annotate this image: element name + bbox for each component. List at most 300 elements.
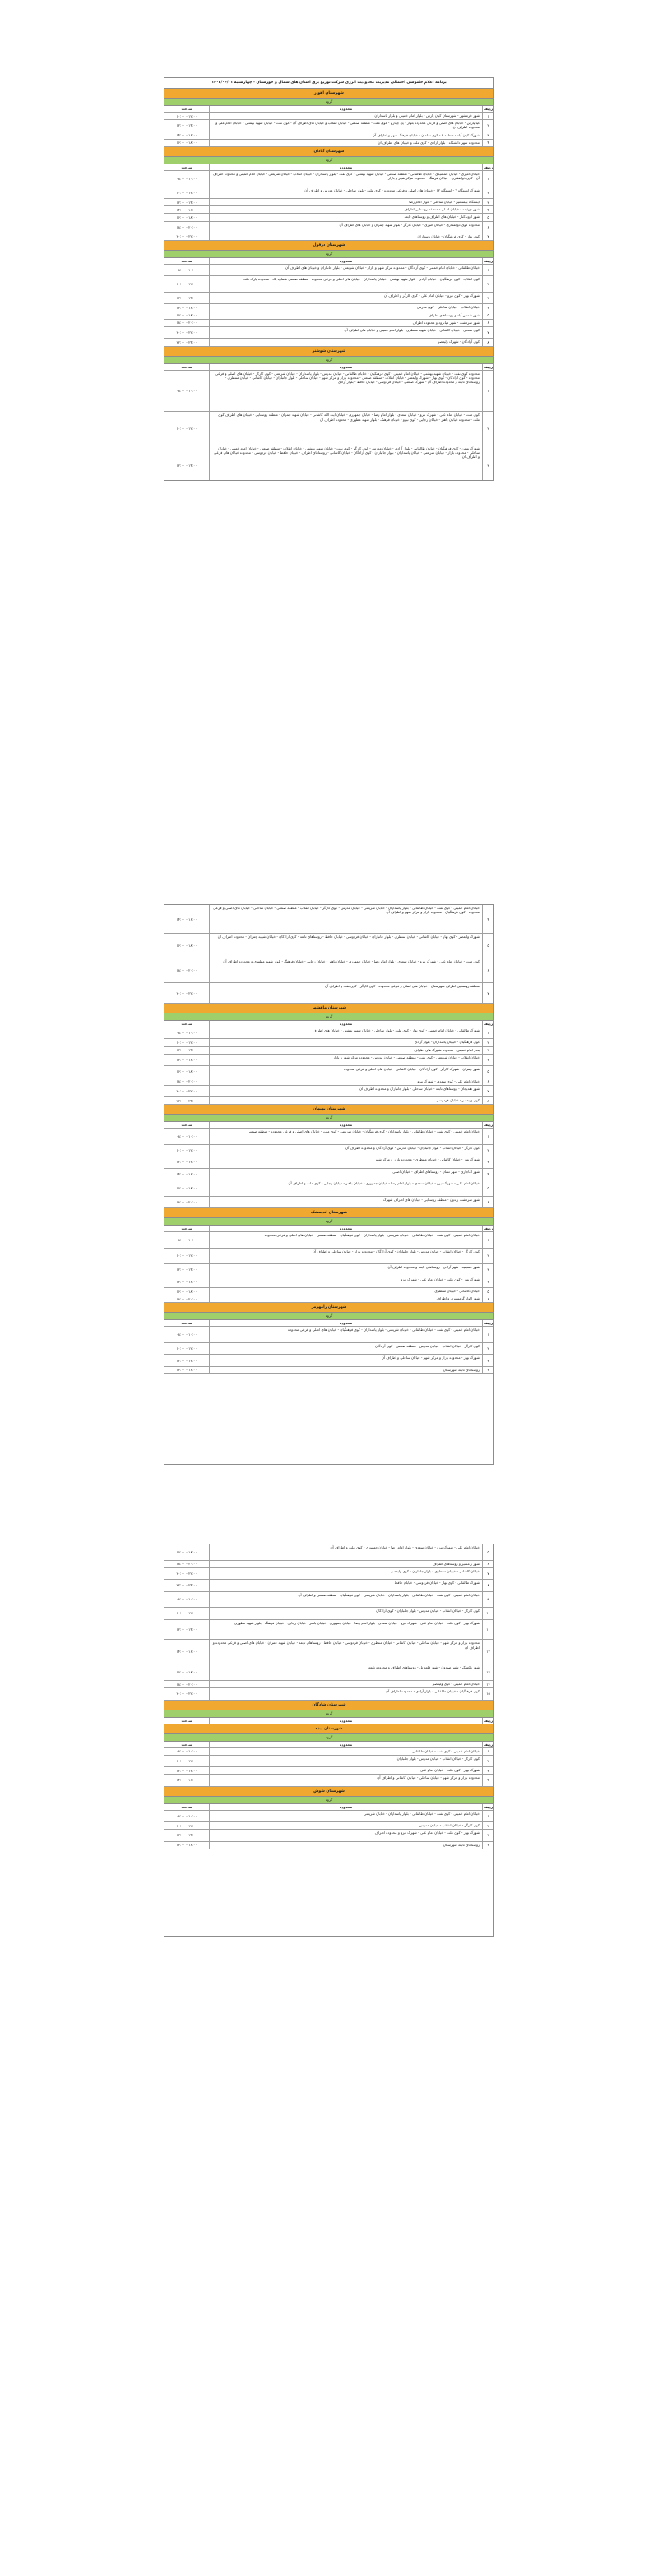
row-number: ۱ xyxy=(482,1129,494,1144)
table-row xyxy=(164,1295,494,1303)
row-number: ۱۳ xyxy=(482,1664,494,1680)
row-area-description: منطقه روستایی اطراف شهرستان - خیابان های اصلی و فرعی محدوده - کوی کارگر - کوی نفت و اطراف آن xyxy=(324,984,480,989)
row-time-range: ۰۸:۰۰ - ۱۰:۰۰ xyxy=(164,1748,210,1755)
row-number: ۱ xyxy=(482,1327,494,1342)
table-row xyxy=(164,312,494,320)
row-time-range: ۲۲:۰۰ - ۲۴:۰۰ xyxy=(164,1097,210,1104)
table-row xyxy=(164,1355,494,1366)
row-time-range: ۱۴:۰۰ - ۱۶:۰۰ xyxy=(164,1276,210,1287)
row-number: ۲ xyxy=(482,1822,494,1829)
table-row xyxy=(164,412,494,445)
row-number: ۳ xyxy=(482,199,494,205)
header-desc-cell: محدوده xyxy=(339,1718,353,1723)
row-area-description: شهر الوار گرمسیری و اطراف xyxy=(436,1296,480,1301)
row-time-range: ۲۰:۰۰ - ۲۲:۰۰ xyxy=(164,233,210,240)
row-number: ۳ xyxy=(482,1156,494,1167)
row-time-range: ۲۰:۰۰ - ۲۲:۰۰ xyxy=(164,983,210,1003)
header-num-cell: ردیف xyxy=(483,1742,494,1747)
row-number: ۶ xyxy=(482,958,494,982)
row-number: ۷ xyxy=(482,1086,494,1096)
row-area-description: محدوده کوی ذوالفقاری - خیابان امیری - خیابان کارگر - بلوار شهید چمران و خیابان های اطراف آن xyxy=(339,222,480,227)
row-number: ۲ xyxy=(482,1249,494,1264)
row-area-description: شهر اروندکنار - خیابان های اطراف و روستاهای تابعه xyxy=(404,215,480,219)
row-time-range: ۰۸:۰۰ - ۱۰:۰۰ xyxy=(164,1129,210,1144)
row-number: ۴ xyxy=(482,1055,494,1065)
table-row xyxy=(164,132,494,140)
row-area-description: کوی کارگر - خیابان انقلاب - خیابان مدرس - منطقه صنعتی - کوی آزادگان xyxy=(374,1343,480,1348)
section-title: شهرستان اندیمشک xyxy=(164,1208,494,1218)
table-row xyxy=(164,304,494,312)
section-subtitle: گروه xyxy=(164,1313,494,1320)
row-time-range: ۱۰:۰۰ - ۱۲:۰۰ xyxy=(164,1822,210,1829)
header-desc-cell: محدوده xyxy=(339,1021,353,1026)
header-desc-cell: محدوده xyxy=(339,1804,353,1809)
row-area-description: خیابان انقلاب - خیابان شریعتی - کوی نفت - منطقه صنعتی - خیابان مدرس - محدوده مرکز شهر و بازار xyxy=(332,1055,480,1059)
header-time-cell: ساعت xyxy=(164,1742,210,1747)
row-area-description: محدوده بازار و مرکز شهر - خیابان ساحلی - خیابان کاشانی و اطراف آن xyxy=(377,1775,480,1780)
row-time-range: ۱۴:۰۰ - ۱۶:۰۰ xyxy=(164,304,210,311)
schedule-page-3 xyxy=(164,1544,494,1937)
row-area-description: خیابان انقلاب - خیابان ساحلی - کوی مدرس xyxy=(417,305,480,310)
row-time-range: ۱۸:۰۰ - ۲۰:۰۰ xyxy=(164,1561,210,1567)
row-time-range: ۱۸:۰۰ - ۲۰:۰۰ xyxy=(164,1078,210,1085)
section-subtitle: گروه xyxy=(164,1734,494,1742)
row-number: ۱۵ xyxy=(482,1688,494,1699)
row-area-description: شهر سردشت - شهر میانرود و محدوده اطراف xyxy=(412,320,480,325)
row-area-description: شهرک بهار - کوی ملت - خیابان امام علی - شهرک نیرو و محدوده اطراف xyxy=(374,1830,480,1835)
table-header-row xyxy=(164,364,494,371)
row-number: ۳ xyxy=(482,1047,494,1054)
header-num-cell: ردیف xyxy=(483,164,494,169)
header-time-cell: ساعت xyxy=(164,1804,210,1810)
header-num-cell: ردیف xyxy=(483,1021,494,1026)
header-desc-cell: محدوده xyxy=(339,1226,353,1231)
header-desc-cell: محدوده xyxy=(339,107,353,111)
row-number: ۲ xyxy=(482,1756,494,1766)
table-row xyxy=(164,1767,494,1775)
table-row xyxy=(164,1078,494,1086)
row-time-range: ۰۸:۰۰ - ۱۰:۰۰ xyxy=(164,171,210,187)
table-row xyxy=(164,1367,494,1374)
row-number: ۲ xyxy=(482,1039,494,1046)
row-number: ۴ xyxy=(482,140,494,146)
row-time-range: ۲۰:۰۰ - ۲۲:۰۰ xyxy=(164,327,210,338)
table-row xyxy=(164,1086,494,1097)
table-row xyxy=(164,1180,494,1197)
row-number: ۳ xyxy=(482,293,494,303)
table-row xyxy=(164,293,494,304)
table-row xyxy=(164,1232,494,1249)
table-row xyxy=(164,206,494,214)
row-number: ۲ xyxy=(482,276,494,292)
row-number: ۱ xyxy=(482,265,494,275)
row-number: ۱ xyxy=(482,1748,494,1755)
row-time-range: ۱۸:۰۰ - ۲۰:۰۰ xyxy=(164,1197,210,1207)
header-time-cell: ساعت xyxy=(164,106,210,112)
table-row xyxy=(164,113,494,120)
row-area-description: شهر شمس آباد و روستاهای اطراف xyxy=(428,312,480,317)
row-time-range: ۱۶:۰۰ - ۱۸:۰۰ xyxy=(164,1066,210,1077)
row-number: ۹ xyxy=(482,1592,494,1608)
header-num-cell: ردیف xyxy=(483,364,494,369)
header-num-cell: ردیف xyxy=(483,1226,494,1231)
table-row xyxy=(164,265,494,276)
section-subtitle: گروه xyxy=(164,1710,494,1718)
row-time-range: ۱۴:۰۰ - ۱۶:۰۰ xyxy=(164,905,210,933)
row-area-description: شهرک بهار - کوی نیرو - خیابان امام علی - کوی کارگر و اطراف آن xyxy=(383,293,480,298)
section-title: شهرستان بهبهان xyxy=(164,1105,494,1115)
row-number: ۱۱ xyxy=(482,1620,494,1640)
header-desc-cell: محدوده xyxy=(339,1123,353,1128)
table-row xyxy=(164,1561,494,1568)
row-area-description: شهر سردشت زیدون - منطقه روستایی - خیابان های اطراف شهرک xyxy=(382,1197,480,1202)
table-header-row xyxy=(164,1226,494,1232)
table-row xyxy=(164,1039,494,1046)
table-row xyxy=(164,1640,494,1664)
row-time-range: ۱۶:۰۰ - ۱۸:۰۰ xyxy=(164,1288,210,1295)
row-time-range: ۱۲:۰۰ - ۱۴:۰۰ xyxy=(164,120,210,131)
section-subtitle: گروه xyxy=(164,99,494,106)
row-number: ۲ xyxy=(482,187,494,198)
table-row xyxy=(164,1276,494,1288)
row-area-description: شهر آغاجاری - شهر تشان - روستاهای اطراف - خیابان اصلی xyxy=(392,1169,480,1174)
row-area-description: خیابان طالقانی - خیابان امام خمینی - کوی آزادگان - محدوده مرکز شهر و بازار - خیابان شریعتی - بلوار جانبازان و خیابان های اطراف آن xyxy=(285,265,480,270)
row-area-description: خیابان امام خمینی - کوی نفت - خیابان طالقانی - بلوار پاسداران - خیابان شریعتی xyxy=(364,1811,480,1816)
row-area-description: شهرک کیان آباد - منطقه ۸ - کوی سلمان - خیابان فرهنگ شهر و اطراف آن xyxy=(372,132,480,137)
row-number: ۲ xyxy=(482,412,494,444)
header-num-cell: ردیف xyxy=(483,1718,494,1723)
table-row xyxy=(164,276,494,293)
table-row xyxy=(164,214,494,221)
section-title: شهرستان شوش xyxy=(164,1787,494,1797)
row-time-range: ۱۴:۰۰ - ۱۶:۰۰ xyxy=(164,1055,210,1065)
header-desc-cell: محدوده xyxy=(339,364,353,369)
row-area-description: خیابان امام علی - کوی سعدی - شهرک نیرو xyxy=(417,1078,480,1083)
table-header-row xyxy=(164,1320,494,1327)
table-row xyxy=(164,327,494,339)
row-area-description: شهرک بهمن - کوی فرهنگیان - خیابان طالقانی - بلوار آزادی - خیابان مدرس - کوی کارگر - کوی نفت - خیابان شهید بهشتی - خیابان انقلاب - منطقه صنعتی - خیابان امام خمینی - خیابان ساحلی - محدوده بازار - خیابان شریعتی - خیابان پاسداران - بلوار جانبازان - کوی آزادگان - خیابان کاشانی - روستاهای اطراف - خیابان حافظ - خیابان فردوسی - محدوده خیابان های فرعی و اطراف آن xyxy=(214,445,480,459)
row-time-range: ۱۰:۰۰ - ۱۲:۰۰ xyxy=(164,1608,210,1618)
row-time-range: ۱۶:۰۰ - ۱۸:۰۰ xyxy=(164,1664,210,1680)
table-header-row xyxy=(164,1021,494,1027)
header-time-cell: ساعت xyxy=(164,1718,210,1724)
section-title: شهرستان اهواز xyxy=(164,89,494,99)
schedule-page-1 xyxy=(164,77,494,481)
section-subtitle: گروه xyxy=(164,357,494,364)
table-row xyxy=(164,1288,494,1295)
row-area-description: شهر حسینیه - شهر آزادی - روستاهای تابعه و محدوده اطراف آن xyxy=(387,1265,480,1270)
header-time-cell: ساعت xyxy=(164,1021,210,1027)
row-number: ۱ xyxy=(482,171,494,187)
table-row xyxy=(164,187,494,199)
row-time-range: ۱۸:۰۰ - ۲۰:۰۰ xyxy=(164,222,210,233)
row-area-description: خیابان امیری - خیابان جمشیدی - خیابان طالقانی - منطقه صنعتی - خیابان شهید بهشتی - کوی نفت - بلوار پاسداران - خیابان انقلاب - خیابان شریعتی - خیابان امام خمینی و محدوده اطراف آن - کوی ذوالفقاری - خیابان فرهنگ - محدوده مرکز شهر و بازار xyxy=(213,171,480,181)
row-time-range: ۱۸:۰۰ - ۲۰:۰۰ xyxy=(164,1295,210,1302)
row-time-range: ۲۰:۰۰ - ۲۲:۰۰ xyxy=(164,1688,210,1699)
table-row xyxy=(164,1249,494,1265)
row-number: ۴ xyxy=(482,1775,494,1785)
table-row xyxy=(164,1681,494,1688)
table-row xyxy=(164,371,494,413)
row-area-description: خیابان امام علی - شهرک نیرو - خیابان سعدی - بلوار امام رضا - خیابان جمهوری - خیابان باهنر - خیابان رجایی - کوی ملت و اطراف آن xyxy=(288,1181,480,1186)
row-number: ۴ xyxy=(482,905,494,933)
row-area-description: کوی کارگر - خیابان انقلاب - بلوار جانبازان - خیابان مدرس - کوی آزادگان و محدوده اطراف آن xyxy=(345,1145,480,1150)
header-time-cell: ساعت xyxy=(164,1122,210,1128)
row-time-range: ۱۲:۰۰ - ۱۴:۰۰ xyxy=(164,293,210,303)
row-area-description: کوی کارگر - خیابان انقلاب - خیابان مدرس - بلوار جانبازان - کوی آزادگان xyxy=(376,1609,480,1613)
row-time-range: ۱۴:۰۰ - ۱۶:۰۰ xyxy=(164,1367,210,1373)
row-time-range: ۱۶:۰۰ - ۱۸:۰۰ xyxy=(164,1180,210,1196)
row-number: ۸ xyxy=(482,339,494,345)
row-time-range: ۱۰:۰۰ - ۱۲:۰۰ xyxy=(164,1756,210,1766)
section-subtitle: گروه xyxy=(164,1797,494,1804)
row-area-description: شهرک بهار - خیابان کاشانی - خیابان منتظری - محدوده بازار و مرکز شهر xyxy=(374,1157,480,1162)
header-desc-cell: محدوده xyxy=(339,259,353,264)
header-time-cell: ساعت xyxy=(164,258,210,264)
row-area-description: کیانپارس - خیابان های اصلی و فرعی محدوده بلوار - پل چهارم - کوی ملت - منطقه صنعتی - خیابان انقلاب و خیابان های اطراف آن - کوی نفت - خیابان شهید بهشتی - خیابان امام علی و محدوده اطراف آن xyxy=(215,121,480,130)
header-num-cell: ردیف xyxy=(483,1321,494,1326)
table-row xyxy=(164,1775,494,1786)
row-number: ۷ xyxy=(482,1568,494,1579)
section-subtitle: گروه xyxy=(164,1013,494,1021)
table-row xyxy=(164,1169,494,1180)
table-row xyxy=(164,171,494,187)
table-row xyxy=(164,233,494,241)
table-row xyxy=(164,905,494,934)
section-title: شهرستان شادگان xyxy=(164,1701,494,1710)
row-number: ۷ xyxy=(482,327,494,338)
row-area-description: روستاهای تابعه شهرستان xyxy=(443,1842,480,1847)
table-row xyxy=(164,1748,494,1756)
section-title: شهرستان ایذه xyxy=(164,1724,494,1734)
row-area-description: خیابان امام خمینی - کوی نفت - خیابان طالقانی - بلوار پاسداران - خیابان شریعتی - خیابان مدرس - کوی کارگر - خیابان انقلاب - منطقه صنعتی - خیابان ساحلی - خیابان های اصلی و فرعی محدوده - کوی فرهنگیان - محدوده بازار و مرکز شهر و اطراف آن xyxy=(213,906,480,915)
row-area-description: خیابان کاشانی - خیابان منتظری - بلوار جانبازان - کوی ولیعصر xyxy=(391,1568,480,1573)
row-number: ۵ xyxy=(482,1066,494,1077)
header-time-cell: ساعت xyxy=(164,164,210,170)
row-time-range: ۰۸:۰۰ - ۱۰:۰۰ xyxy=(164,265,210,275)
table-row xyxy=(164,445,494,481)
table-row xyxy=(164,1066,494,1078)
table-row xyxy=(164,1842,494,1849)
table-row xyxy=(164,1097,494,1105)
table-row xyxy=(164,1156,494,1168)
row-time-range: ۰۸:۰۰ - ۱۰:۰۰ xyxy=(164,1327,210,1342)
row-time-range: ۱۰:۰۰ - ۱۲:۰۰ xyxy=(164,412,210,444)
row-area-description: شهرک بهار - کوی ملت - خیابان امام علی - شهرک نیرو xyxy=(401,1276,480,1281)
row-number: ۷ xyxy=(482,233,494,240)
section-subtitle: گروه xyxy=(164,1218,494,1226)
row-time-range: ۱۸:۰۰ - ۲۰:۰۰ xyxy=(164,320,210,326)
row-time-range: ۰۸:۰۰ - ۱۰:۰۰ xyxy=(164,1811,210,1821)
row-area-description: خیابان امام خمینی - کوی نفت - خیابان طالقانی - بلوار پاسداران - کوی فرهنگیان - خیابان شریعتی - کوی ملت - خیابان های اصلی و فرعی محدوده - منطقه صنعتی xyxy=(247,1129,480,1134)
section-subtitle: گروه xyxy=(164,157,494,164)
row-number: ۳ xyxy=(482,1767,494,1774)
row-time-range: ۱۲:۰۰ - ۱۴:۰۰ xyxy=(164,199,210,205)
table-row xyxy=(164,1620,494,1641)
row-number: ۳ xyxy=(482,1355,494,1365)
row-time-range: ۱۴:۰۰ - ۱۶:۰۰ xyxy=(164,1640,210,1664)
row-time-range: ۱۰:۰۰ - ۱۲:۰۰ xyxy=(164,1249,210,1264)
row-time-range: ۲۰:۰۰ - ۲۲:۰۰ xyxy=(164,1568,210,1579)
row-area-description: کوی فرهنگیان - خیابان طالقانی - بلوار آزادی - محدوده اطراف آن xyxy=(385,1689,480,1694)
section-title: شهرستان رامهرمز xyxy=(164,1303,494,1313)
row-number: ۱ xyxy=(482,1232,494,1248)
row-number: ۷ xyxy=(482,983,494,1003)
row-time-range: ۱۴:۰۰ - ۱۶:۰۰ xyxy=(164,132,210,139)
section-subtitle: گروه xyxy=(164,1115,494,1122)
row-time-range: ۱۸:۰۰ - ۲۰:۰۰ xyxy=(164,1681,210,1687)
row-number: ۱۴ xyxy=(482,1681,494,1687)
table-row xyxy=(164,222,494,233)
section-title: شهرستان آبادان xyxy=(164,147,494,157)
row-area-description: شهرک بهار - کوی ملت - خیابان امام علی xyxy=(419,1768,480,1773)
section-title: شهرستان شوشتر xyxy=(164,347,494,357)
row-number: ۵ xyxy=(482,214,494,220)
row-number: ۲ xyxy=(482,1145,494,1156)
row-number: ۶ xyxy=(482,320,494,326)
table-row xyxy=(164,1145,494,1156)
row-number: ۶ xyxy=(482,222,494,233)
row-time-range: ۰۸:۰۰ - ۱۰:۰۰ xyxy=(164,1027,210,1038)
row-time-range: ۱۰:۰۰ - ۱۲:۰۰ xyxy=(164,113,210,119)
table-row xyxy=(164,120,494,132)
row-area-description: کوی ملت - خیابان امام علی - شهرک نیرو - خیابان سعدی - بلوار امام رضا - خیابان جمهوری - خیابان آیت الله کاشانی - خیابان شهید چمران - منطقه روستایی - خیابان های اطراف کوی ملت - محدوده خیابان باهنر - خیابان رجایی - کوی نیرو - خیابان فرهنگ - بلوار شهید مطهری - محدوده اطراف آن xyxy=(218,413,480,422)
row-time-range: ۲۲:۰۰ - ۲۴:۰۰ xyxy=(164,1580,210,1590)
row-area-description: شهر رامشیر و روستاهای اطراف xyxy=(433,1561,480,1566)
row-number: ۱ xyxy=(482,371,494,412)
row-area-description: کوی انقلاب - کوی فرهنگیان - خیابان آزادی - بلوار شهید بهشتی - خیابان پاسداران - خیابان های اصلی و فرعی محدوده - منطقه صنعتی شماره یک - محدوده پارک ملت xyxy=(243,277,480,282)
table-row xyxy=(164,958,494,983)
table-row xyxy=(164,1055,494,1066)
row-area-description: شهر هندیجان - روستاهای تابعه - خیابان ساحلی - بلوار جانبازان و محدوده اطراف آن xyxy=(359,1086,480,1091)
table-header-row xyxy=(164,1122,494,1129)
table-row xyxy=(164,1756,494,1767)
table-row xyxy=(164,1327,494,1343)
row-time-range: ۱۶:۰۰ - ۱۸:۰۰ xyxy=(164,1544,210,1560)
row-number: ۴ xyxy=(482,304,494,311)
row-number: ۳ xyxy=(482,445,494,481)
row-time-range: ۱۲:۰۰ - ۱۴:۰۰ xyxy=(164,1767,210,1774)
row-number: ۴ xyxy=(482,1367,494,1373)
header-desc-cell: محدوده xyxy=(339,164,353,169)
row-area-description: شهرک ایستگاه ۷ - ایستگاه ۱۲ - خیابان های اصلی و فرعی محدوده - کوی ملت - بلوار ساحلی - خیابان مدرس و اطراف آن xyxy=(304,187,480,192)
row-area-description: کوی کارگر - خیابان انقلاب - خیابان مدرس xyxy=(419,1823,480,1828)
row-number: ۳ xyxy=(482,1264,494,1275)
row-time-range: ۱۶:۰۰ - ۱۸:۰۰ xyxy=(164,214,210,220)
row-area-description: خیابان کاشانی - خیابان منتظری xyxy=(434,1289,480,1294)
row-area-description: خیابان امام خمینی - کوی نفت - خیابان طالقانی - بلوار پاسداران - خیابان شریعتی - کوی فرهنگیان - منطقه صنعتی و اطراف آن xyxy=(298,1592,480,1597)
row-number: ۱۲ xyxy=(482,1640,494,1664)
header-time-cell: ساعت xyxy=(164,364,210,370)
row-area-description: شهر خرمشهر - شهرستان کیان پارس - بلوار امام خمینی و بلوار پاسداران xyxy=(374,113,480,118)
row-area-description: کوی ملت - خیابان امام علی - شهرک نیرو - خیابان سعدی - بلوار امام رضا - خیابان جمهوری - خیابان باهنر - خیابان رجایی - خیابان فرهنگ - بلوار شهید مطهری و محدوده اطراف آن xyxy=(223,959,480,964)
row-time-range: ۱۰:۰۰ - ۱۲:۰۰ xyxy=(164,187,210,198)
table-row xyxy=(164,1664,494,1681)
table-header-row xyxy=(164,1742,494,1748)
row-area-description: خیابان امام خمینی - کوی نفت - خیابان طالقانی - خیابان شریعتی - بلوار پاسداران - کوی فرهنگیان - خیابان های اصلی و فرعی محدوده xyxy=(288,1327,480,1332)
row-area-description: ایستگاه بهمنشیر - خیابان ساحلی - بلوار امام رضا xyxy=(409,199,480,204)
row-number: ۱ xyxy=(482,113,494,119)
row-time-range: ۱۴:۰۰ - ۱۶:۰۰ xyxy=(164,206,210,213)
row-number: ۲ xyxy=(482,1343,494,1354)
section-title: شهرستان دزفول xyxy=(164,241,494,251)
row-area-description: شهرک بهار - کوی ملت - خیابان امام علی - شهرک نیرو - خیابان سعدی - بلوار امام رضا - خیابان جمهوری - خیابان باهنر - خیابان رجایی - خیابان فرهنگ - بلوار شهید مطهری xyxy=(234,1620,480,1625)
row-area-description: کوی ولیعصر - خیابان فردوسی xyxy=(436,1098,480,1103)
table-row xyxy=(164,1688,494,1700)
row-area-description: محدوده کوی نفت - خیابان شهید بهشتی - خیابان امام خمینی - کوی فرهنگیان - خیابان طالقانی - خیابان مدرس - بلوار پاسداران - خیابان شریعتی - کوی کارگر - خیابان های اصلی و فرعی محدوده - کوی آزادگان - کوی بهار - شهرک ولیعصر - خیابان انقلاب - منطقه صنعتی - محدوده بازار و مرکز شهر - خیابان ساحلی - بلوار جانبازان - خیابان کاشانی - خیابان منتظری - روستاهای تابعه و محدوده اطراف آن - شهرک صنعتی - خیابان فردوسی - خیابان حافظ - بلوار آزادی xyxy=(215,371,480,384)
table-row xyxy=(164,1568,494,1580)
table-row xyxy=(164,140,494,147)
row-number: ۳ xyxy=(482,132,494,139)
row-number: ۵ xyxy=(482,1180,494,1196)
table-row xyxy=(164,1830,494,1841)
header-num-cell: ردیف xyxy=(483,259,494,264)
table-row xyxy=(164,983,494,1004)
table-row xyxy=(164,1264,494,1276)
row-time-range: ۱۴:۰۰ - ۱۶:۰۰ xyxy=(164,1775,210,1785)
table-row xyxy=(164,1592,494,1609)
row-number: ۱ xyxy=(482,1811,494,1821)
row-number: ۴ xyxy=(482,1842,494,1849)
row-area-description: شهرک ولیعصر - کوی بهار - خیابان کاشانی - خیابان منتظری - بلوار جانبازان - خیابان فردوسی - خیابان حافظ - روستاهای تابعه - کوی آزادگان - خیابان شهید چمران - محدوده اطراف آن xyxy=(217,935,480,939)
row-time-range: ۱۲:۰۰ - ۱۴:۰۰ xyxy=(164,1047,210,1054)
row-number: ۴ xyxy=(482,1276,494,1287)
row-time-range: ۱۶:۰۰ - ۱۸:۰۰ xyxy=(164,312,210,319)
row-area-description: محدوده شهر دانشگاه - بلوار آزادی - کوی ملت و خیابان های اطراف آن xyxy=(378,140,480,145)
table-row xyxy=(164,1580,494,1591)
row-time-range: ۱۴:۰۰ - ۱۶:۰۰ xyxy=(164,1169,210,1180)
row-area-description: خیابان امام علی - شهرک نیرو - خیابان سعدی - بلوار امام رضا - خیابان جمهوری - کوی ملت و اطراف آن xyxy=(330,1545,480,1549)
row-area-description: کوی کارگر - خیابان انقلاب - خیابان مدرس - بلوار جانبازان xyxy=(396,1756,480,1761)
row-area-description: کوی بهار - کوی فرهنگیان - خیابان پاسداران xyxy=(417,233,480,238)
row-time-range: ۱۲:۰۰ - ۱۴:۰۰ xyxy=(164,445,210,481)
table-row xyxy=(164,1608,494,1619)
table-header-row xyxy=(164,1718,494,1724)
header-time-cell: ساعت xyxy=(164,1226,210,1231)
table-row xyxy=(164,1197,494,1208)
row-area-description: خیابان امام خمینی - کوی نفت - خیابان طالقانی xyxy=(411,1748,480,1753)
row-time-range: ۱۲:۰۰ - ۱۴:۰۰ xyxy=(164,1620,210,1640)
row-area-description: خیابان امام خمینی - کوی ولیعصر xyxy=(432,1681,480,1686)
row-area-description: بندر امام خمینی - محدوده شهرک های اطراف xyxy=(414,1047,480,1052)
table-row xyxy=(164,1811,494,1822)
document-title: برنامه اعلام خاموشی احتمالی مدیریت محدودیت انرژی شرکت توزیع برق استان های شمال و خوزستان - چهارشنبه ۱۴۰۲/۰۴/۲۱ xyxy=(164,78,494,89)
row-area-description: شهرک بهار - محدوده بازار و مرکز شهر - خیابان ساحلی و اطراف آن xyxy=(381,1355,480,1360)
row-area-description: شهر چوئبده - خیابان اصلی - منطقه روستایی اطراف xyxy=(404,207,480,212)
header-num-cell: ردیف xyxy=(483,1123,494,1128)
row-number: ۳ xyxy=(482,1830,494,1840)
row-number: ۶ xyxy=(482,1295,494,1302)
table-row xyxy=(164,1544,494,1561)
row-time-range: ۲۰:۰۰ - ۲۲:۰۰ xyxy=(164,1086,210,1096)
row-area-description: شهرک طالقانی - کوی بهار - خیابان فردوسی - خیابان حافظ xyxy=(394,1581,480,1586)
table-row xyxy=(164,1047,494,1055)
table-row xyxy=(164,1822,494,1830)
row-area-description: شهر چمران - شهرک کارگر - کوی آزادگان - خیابان کاشانی - خیابان های اصلی و فرعی محدوده xyxy=(344,1067,480,1072)
table-row xyxy=(164,339,494,346)
row-number: ۲ xyxy=(482,120,494,131)
table-row xyxy=(164,320,494,327)
table-row xyxy=(164,1129,494,1145)
row-time-range: ۱۴:۰۰ - ۱۶:۰۰ xyxy=(164,1842,210,1849)
row-time-range: ۱۶:۰۰ - ۱۸:۰۰ xyxy=(164,140,210,146)
row-area-description: کوی سعدی - خیابان کاشانی - خیابان شهید منتظری - بلوار امام خمینی و خیابان های اطراف آن xyxy=(344,328,480,333)
row-number: ۵ xyxy=(482,1288,494,1295)
row-number: ۵ xyxy=(482,934,494,958)
row-number: ۱ xyxy=(482,1027,494,1038)
row-time-range: ۲۲:۰۰ - ۲۴:۰۰ xyxy=(164,339,210,345)
row-area-description: محدوده بازار و مرکز شهر - خیابان ساحلی - خیابان کاشانی - خیابان منتظری - خیابان فردوسی - خیابان حافظ - روستاهای تابعه - خیابان شهید چمران - خیابان های اصلی و فرعی محدوده و اطراف آن xyxy=(212,1641,480,1650)
